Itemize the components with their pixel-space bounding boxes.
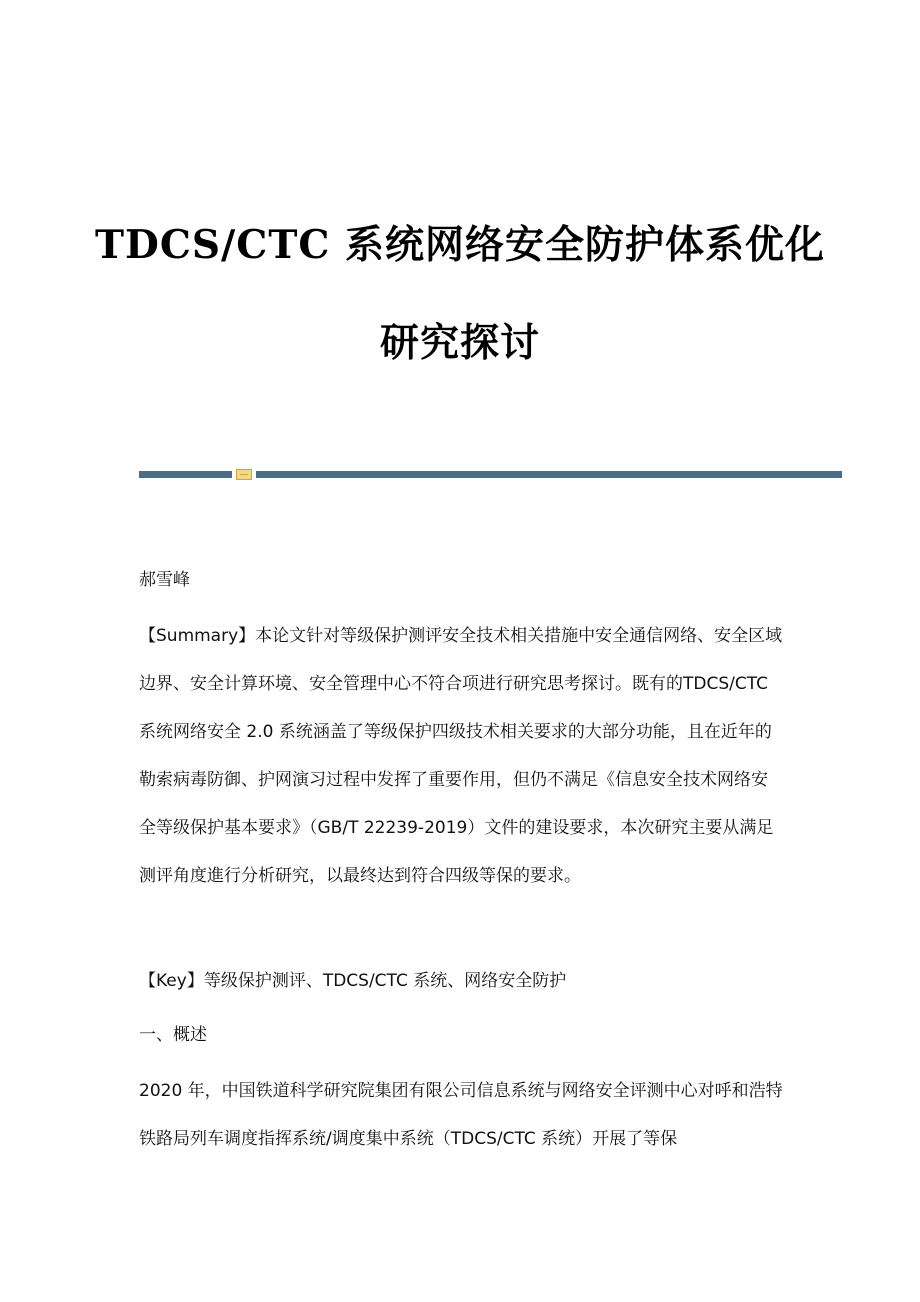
divider-ornament-icon [236,469,252,480]
author-name: 郝雪峰 [139,570,190,590]
summary-paragraph: 【Summary】本论文针对等级保护测评安全技术相关措施中安全通信网络、安全区域边界、安全计算环境、安全管理中心不符合项进行研究思考探讨。既有的TDCS/CTC 系统网络安全 2.0 系统涵盖了等级保护四级技术相关要求的大部分功能，且在近年的勒索病毒防御、护网演习过程中发挥了重要作用，但仍不满足《信息安全技术网络安全等级保护基本要求》（GB/T 22239-2019）文件的建设要求，本次研究主要从满足测评角度進行分析研究，以最终达到符合四级等保的要求。 [139,626,783,886]
title-divider-left [139,471,232,478]
document-title-line-2: 研究探讨 [379,320,540,366]
keywords-line: 【Key】等级保护测评、TDCS/CTC 系统、网络安全防护 [139,971,567,991]
document-title-line-1: TDCS/CTC 系统网络安全防护体系优化 [95,222,825,268]
section-heading-overview: 一、概述 [139,1025,207,1045]
title-divider-right [256,471,842,478]
overview-paragraph: 2020 年，中国铁道科学研究院集团有限公司信息系统与网络安全评测中心对呼和浩特铁路局列车调度指挥系统/调度集中系统（TDCS/CTC 系统）开展了等保 [139,1081,783,1149]
